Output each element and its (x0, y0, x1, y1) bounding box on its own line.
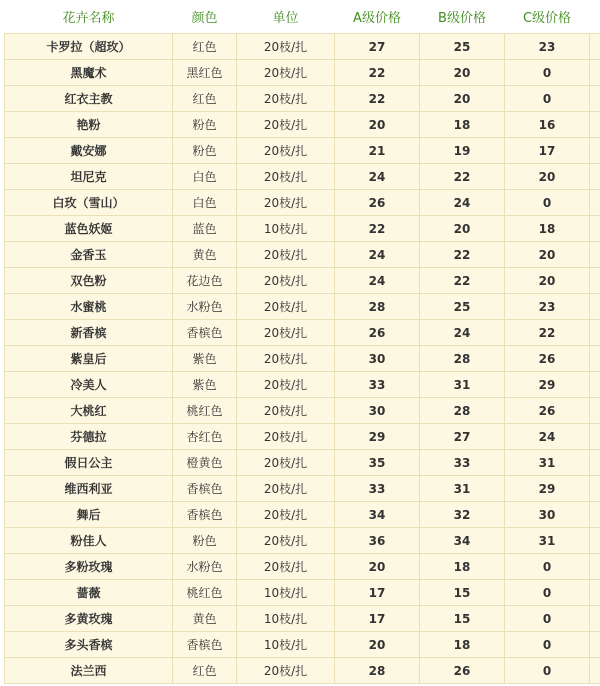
price-a: 20 (335, 632, 420, 658)
table-row (5, 372, 600, 398)
price-b: 31 (420, 372, 505, 398)
flower-name: 多粉玫瑰 (5, 554, 173, 580)
price-c: 20 (505, 242, 590, 268)
price-b: 18 (420, 632, 505, 658)
flower-unit: 20枝/扎 (237, 424, 335, 450)
flower-name: 水蜜桃 (5, 294, 173, 320)
price-a: 22 (335, 60, 420, 86)
table-row (5, 476, 600, 502)
table-row (5, 294, 600, 320)
price-c: 29 (505, 372, 590, 398)
flower-color: 桃红色 (173, 398, 237, 424)
flower-color: 香槟色 (173, 320, 237, 346)
price-b: 18 (420, 112, 505, 138)
flower-name: 新香槟 (5, 320, 173, 346)
row-spacer (590, 190, 600, 216)
flower-unit: 20枝/扎 (237, 138, 335, 164)
table-row (5, 450, 600, 476)
price-b: 22 (420, 242, 505, 268)
price-a: 28 (335, 294, 420, 320)
row-spacer (590, 528, 600, 554)
price-a: 36 (335, 528, 420, 554)
table-row (5, 60, 600, 86)
table-row (5, 268, 600, 294)
flower-color: 蓝色 (173, 216, 237, 242)
flower-color: 白色 (173, 164, 237, 190)
flower-name: 紫皇后 (5, 346, 173, 372)
flower-color: 黄色 (173, 242, 237, 268)
flower-name: 蔷薇 (5, 580, 173, 606)
flower-name: 白玫（雪山） (5, 190, 173, 216)
flower-color: 粉色 (173, 528, 237, 554)
flower-name: 粉佳人 (5, 528, 173, 554)
table-row (5, 398, 600, 424)
header-price-c: C级价格 (505, 0, 590, 34)
table-row (5, 528, 600, 554)
price-b: 26 (420, 658, 505, 684)
price-c: 0 (505, 606, 590, 632)
flower-name: 假日公主 (5, 450, 173, 476)
row-spacer (590, 398, 600, 424)
flower-unit: 20枝/扎 (237, 242, 335, 268)
price-a: 22 (335, 86, 420, 112)
price-b: 33 (420, 450, 505, 476)
row-spacer (590, 112, 600, 138)
row-spacer (590, 268, 600, 294)
flower-color: 红色 (173, 658, 237, 684)
row-spacer (590, 138, 600, 164)
row-spacer (590, 502, 600, 528)
price-b: 24 (420, 190, 505, 216)
table-header-row (5, 0, 600, 34)
price-c: 26 (505, 398, 590, 424)
price-c: 29 (505, 476, 590, 502)
table-row (5, 216, 600, 242)
row-spacer (590, 554, 600, 580)
price-c: 31 (505, 450, 590, 476)
flower-color: 香槟色 (173, 502, 237, 528)
header-color: 颜色 (173, 0, 237, 34)
price-a: 17 (335, 606, 420, 632)
price-c: 0 (505, 60, 590, 86)
table-row (5, 554, 600, 580)
table-row (5, 86, 600, 112)
price-b: 22 (420, 268, 505, 294)
flower-name: 红衣主教 (5, 86, 173, 112)
price-c: 24 (505, 424, 590, 450)
flower-unit: 20枝/扎 (237, 398, 335, 424)
price-b: 25 (420, 34, 505, 60)
price-c: 17 (505, 138, 590, 164)
flower-color: 香槟色 (173, 632, 237, 658)
row-spacer (590, 450, 600, 476)
flower-unit: 20枝/扎 (237, 60, 335, 86)
row-spacer (590, 60, 600, 86)
price-a: 20 (335, 554, 420, 580)
header-spacer (590, 0, 600, 34)
price-c: 20 (505, 268, 590, 294)
flower-color: 黑红色 (173, 60, 237, 86)
price-b: 25 (420, 294, 505, 320)
flower-color: 橙黄色 (173, 450, 237, 476)
flower-color: 水粉色 (173, 294, 237, 320)
price-c: 16 (505, 112, 590, 138)
price-b: 15 (420, 580, 505, 606)
price-a: 24 (335, 164, 420, 190)
price-a: 35 (335, 450, 420, 476)
row-spacer (590, 86, 600, 112)
price-b: 31 (420, 476, 505, 502)
price-b: 34 (420, 528, 505, 554)
flower-name: 大桃红 (5, 398, 173, 424)
flower-unit: 20枝/扎 (237, 502, 335, 528)
price-a: 33 (335, 372, 420, 398)
table-row (5, 138, 600, 164)
flower-unit: 10枝/扎 (237, 580, 335, 606)
flower-color: 红色 (173, 34, 237, 60)
price-a: 21 (335, 138, 420, 164)
table-row (5, 242, 600, 268)
table-body (5, 34, 600, 684)
flower-name: 卡罗拉（超玫） (5, 34, 173, 60)
row-spacer (590, 164, 600, 190)
price-c: 30 (505, 502, 590, 528)
flower-color: 白色 (173, 190, 237, 216)
table-row (5, 34, 600, 60)
row-spacer (590, 372, 600, 398)
flower-color: 粉色 (173, 138, 237, 164)
price-a: 22 (335, 216, 420, 242)
flower-unit: 20枝/扎 (237, 112, 335, 138)
price-c: 18 (505, 216, 590, 242)
price-c: 0 (505, 554, 590, 580)
flower-name: 多头香槟 (5, 632, 173, 658)
flower-color: 杏红色 (173, 424, 237, 450)
price-c: 31 (505, 528, 590, 554)
price-b: 27 (420, 424, 505, 450)
flower-unit: 20枝/扎 (237, 320, 335, 346)
row-spacer (590, 476, 600, 502)
price-a: 26 (335, 320, 420, 346)
price-b: 15 (420, 606, 505, 632)
row-spacer (590, 242, 600, 268)
flower-unit: 20枝/扎 (237, 294, 335, 320)
flower-color: 桃红色 (173, 580, 237, 606)
flower-unit: 20枝/扎 (237, 164, 335, 190)
flower-unit: 20枝/扎 (237, 528, 335, 554)
table-row (5, 164, 600, 190)
price-a: 26 (335, 190, 420, 216)
flower-name: 蓝色妖姬 (5, 216, 173, 242)
row-spacer (590, 658, 600, 684)
table-row (5, 632, 600, 658)
flower-name: 冷美人 (5, 372, 173, 398)
flower-unit: 20枝/扎 (237, 86, 335, 112)
price-c: 0 (505, 658, 590, 684)
price-b: 24 (420, 320, 505, 346)
price-a: 24 (335, 242, 420, 268)
flower-color: 花边色 (173, 268, 237, 294)
price-c: 0 (505, 86, 590, 112)
flower-price-table (4, 0, 600, 684)
price-b: 32 (420, 502, 505, 528)
flower-unit: 10枝/扎 (237, 606, 335, 632)
price-a: 30 (335, 398, 420, 424)
flower-color: 水粉色 (173, 554, 237, 580)
table-row (5, 658, 600, 684)
price-c: 0 (505, 580, 590, 606)
table-row (5, 346, 600, 372)
flower-unit: 20枝/扎 (237, 34, 335, 60)
price-b: 18 (420, 554, 505, 580)
price-a: 30 (335, 346, 420, 372)
flower-unit: 20枝/扎 (237, 372, 335, 398)
flower-color: 粉色 (173, 112, 237, 138)
flower-name: 戴安娜 (5, 138, 173, 164)
flower-name: 金香玉 (5, 242, 173, 268)
price-a: 20 (335, 112, 420, 138)
flower-unit: 20枝/扎 (237, 346, 335, 372)
price-b: 20 (420, 60, 505, 86)
table-row (5, 580, 600, 606)
row-spacer (590, 606, 600, 632)
price-b: 28 (420, 398, 505, 424)
table-row (5, 112, 600, 138)
row-spacer (590, 320, 600, 346)
flower-color: 紫色 (173, 372, 237, 398)
flower-name: 双色粉 (5, 268, 173, 294)
flower-unit: 10枝/扎 (237, 632, 335, 658)
price-b: 19 (420, 138, 505, 164)
price-a: 34 (335, 502, 420, 528)
flower-unit: 20枝/扎 (237, 658, 335, 684)
header-price-b: B级价格 (420, 0, 505, 34)
row-spacer (590, 34, 600, 60)
flower-color: 红色 (173, 86, 237, 112)
price-b: 20 (420, 86, 505, 112)
flower-unit: 20枝/扎 (237, 476, 335, 502)
price-a: 27 (335, 34, 420, 60)
price-c: 23 (505, 34, 590, 60)
price-c: 23 (505, 294, 590, 320)
flower-unit: 10枝/扎 (237, 216, 335, 242)
row-spacer (590, 294, 600, 320)
flower-name: 黑魔术 (5, 60, 173, 86)
flower-color: 香槟色 (173, 476, 237, 502)
table-row (5, 424, 600, 450)
row-spacer (590, 424, 600, 450)
price-c: 0 (505, 632, 590, 658)
row-spacer (590, 580, 600, 606)
flower-unit: 20枝/扎 (237, 450, 335, 476)
header-flower-name: 花卉名称 (5, 0, 173, 34)
flower-unit: 20枝/扎 (237, 190, 335, 216)
flower-unit: 20枝/扎 (237, 268, 335, 294)
flower-color: 黄色 (173, 606, 237, 632)
header-price-a: A级价格 (335, 0, 420, 34)
flower-name: 法兰西 (5, 658, 173, 684)
price-a: 28 (335, 658, 420, 684)
price-a: 33 (335, 476, 420, 502)
table-row (5, 190, 600, 216)
header-unit: 单位 (237, 0, 335, 34)
table-row (5, 606, 600, 632)
flower-name: 舞后 (5, 502, 173, 528)
price-b: 28 (420, 346, 505, 372)
table-row (5, 320, 600, 346)
price-b: 20 (420, 216, 505, 242)
flower-name: 芬德拉 (5, 424, 173, 450)
price-c: 22 (505, 320, 590, 346)
flower-name: 多黄玫瑰 (5, 606, 173, 632)
price-a: 17 (335, 580, 420, 606)
row-spacer (590, 216, 600, 242)
price-a: 24 (335, 268, 420, 294)
row-spacer (590, 346, 600, 372)
flower-color: 紫色 (173, 346, 237, 372)
flower-name: 艳粉 (5, 112, 173, 138)
price-c: 0 (505, 190, 590, 216)
row-spacer (590, 632, 600, 658)
price-c: 20 (505, 164, 590, 190)
flower-name: 维西利亚 (5, 476, 173, 502)
table-row (5, 502, 600, 528)
flower-name: 坦尼克 (5, 164, 173, 190)
price-c: 26 (505, 346, 590, 372)
price-b: 22 (420, 164, 505, 190)
price-a: 29 (335, 424, 420, 450)
flower-unit: 20枝/扎 (237, 554, 335, 580)
